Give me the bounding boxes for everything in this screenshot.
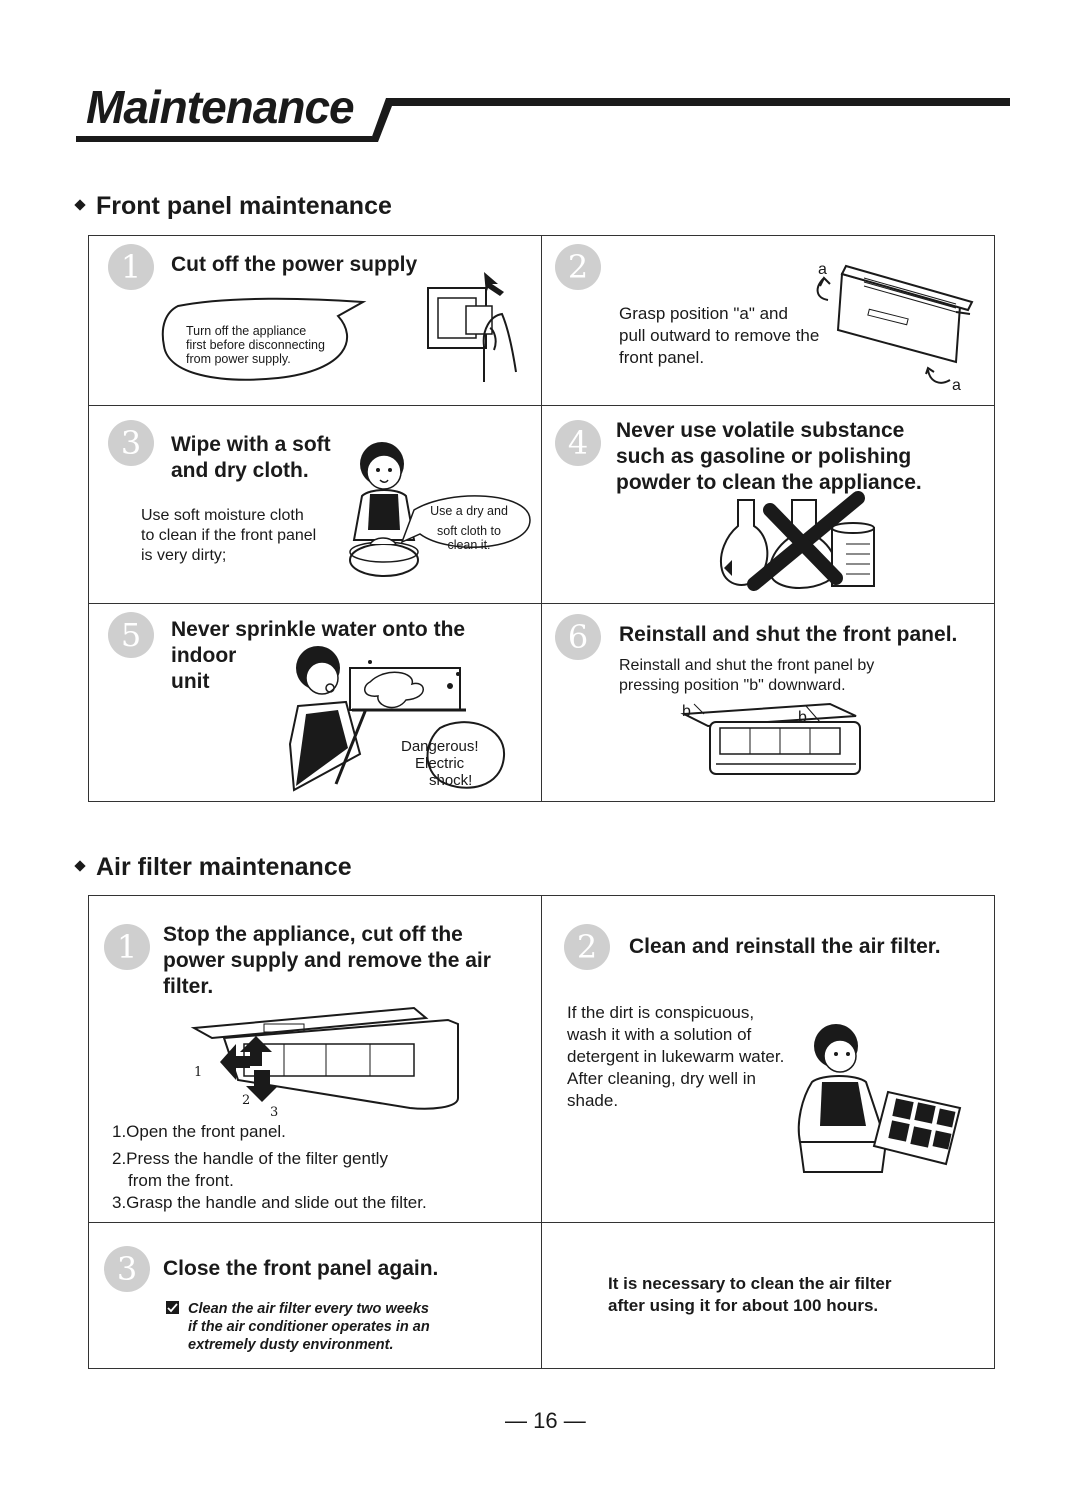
step-number-2: 2 (564, 924, 610, 970)
step-number-4: 4 (555, 420, 601, 466)
bubble-text: Turn off the appliance first before disconnecting from power supply. (186, 324, 325, 366)
step-title: Never sprinkle water onto the indoor unit (171, 618, 466, 693)
step-title: Stop the appliance, cut off the power supply and remove the air filter. (163, 923, 491, 998)
maintenance-note: Clean the air filter every two weeks if the air conditioner operates in an extremely dusty environment. (188, 1301, 430, 1353)
bubble-text: Dangerous! Electric shock! (401, 738, 479, 789)
step-text: If the dirt is conspicuous, wash it with a solution of detergent in lukewarm water. After cleaning, dry well in shade. (567, 1003, 785, 1110)
fig-label: 2 (242, 1093, 251, 1108)
woman-cleaning-filter-illustration (796, 1022, 966, 1178)
title-underline (0, 0, 1083, 160)
label-b-right: b (798, 709, 807, 726)
step-title: Reinstall and shut the front panel. (619, 623, 958, 646)
step-title: Never use volatile substance such as gasoline or polishing powder to clean the appliance. (616, 419, 922, 494)
step-number-3: 3 (108, 420, 154, 466)
power-switch-icon (424, 270, 524, 390)
bullet-diamond-icon (74, 861, 85, 872)
no-chemicals-icon (718, 496, 888, 596)
filter-removal-illustration (190, 1004, 470, 1124)
fig-label: 1 (194, 1065, 203, 1080)
label-a-top: a (818, 261, 827, 278)
step-number-2: 2 (555, 244, 601, 290)
step-title: Wipe with a soft and dry cloth. (171, 433, 331, 482)
step-title: Cut off the power supply (171, 253, 418, 276)
step-title: Close the front panel again. (163, 1257, 439, 1280)
step-title: Clean and reinstall the air filter. (629, 935, 941, 958)
step-number-5: 5 (108, 612, 154, 658)
front-panel-heading: Front panel maintenance (72, 192, 392, 221)
check-icon (166, 1301, 179, 1314)
step-text: Reinstall and shut the front panel by pressing position "b" downward. (619, 657, 875, 694)
bullet-diamond-icon (74, 200, 85, 211)
page-number: — 16 — (505, 1408, 586, 1433)
step-text: Use soft moisture cloth to clean if the front panel is very dirty; (141, 507, 317, 564)
ac-unit-panel-icon (806, 262, 986, 394)
page-title: Maintenance (86, 81, 354, 133)
label-a-bottom: a (952, 377, 961, 394)
step-number-1: 1 (108, 244, 154, 290)
step-number-6: 6 (555, 614, 601, 660)
air-filter-heading: Air filter maintenance (72, 853, 352, 882)
label-b-left: b (682, 703, 691, 720)
bubble-text: Use a dry and soft cloth to clean it. (430, 504, 508, 552)
step-number-3: 3 (104, 1246, 150, 1292)
step-text: Grasp position "a" and pull outward to remove the front panel. (619, 304, 820, 367)
filter-tip: It is necessary to clean the air filter after using it for about 100 hours. (608, 1274, 892, 1315)
fig-label: 3 (270, 1105, 279, 1120)
filter-steps: 1.Open the front panel. 2.Press the handle of the filter gently from the front. 3.Grasp the handle and slide out the filter. (112, 1122, 427, 1212)
step-number-1: 1 (104, 924, 150, 970)
ac-unit-open-icon (680, 700, 880, 780)
